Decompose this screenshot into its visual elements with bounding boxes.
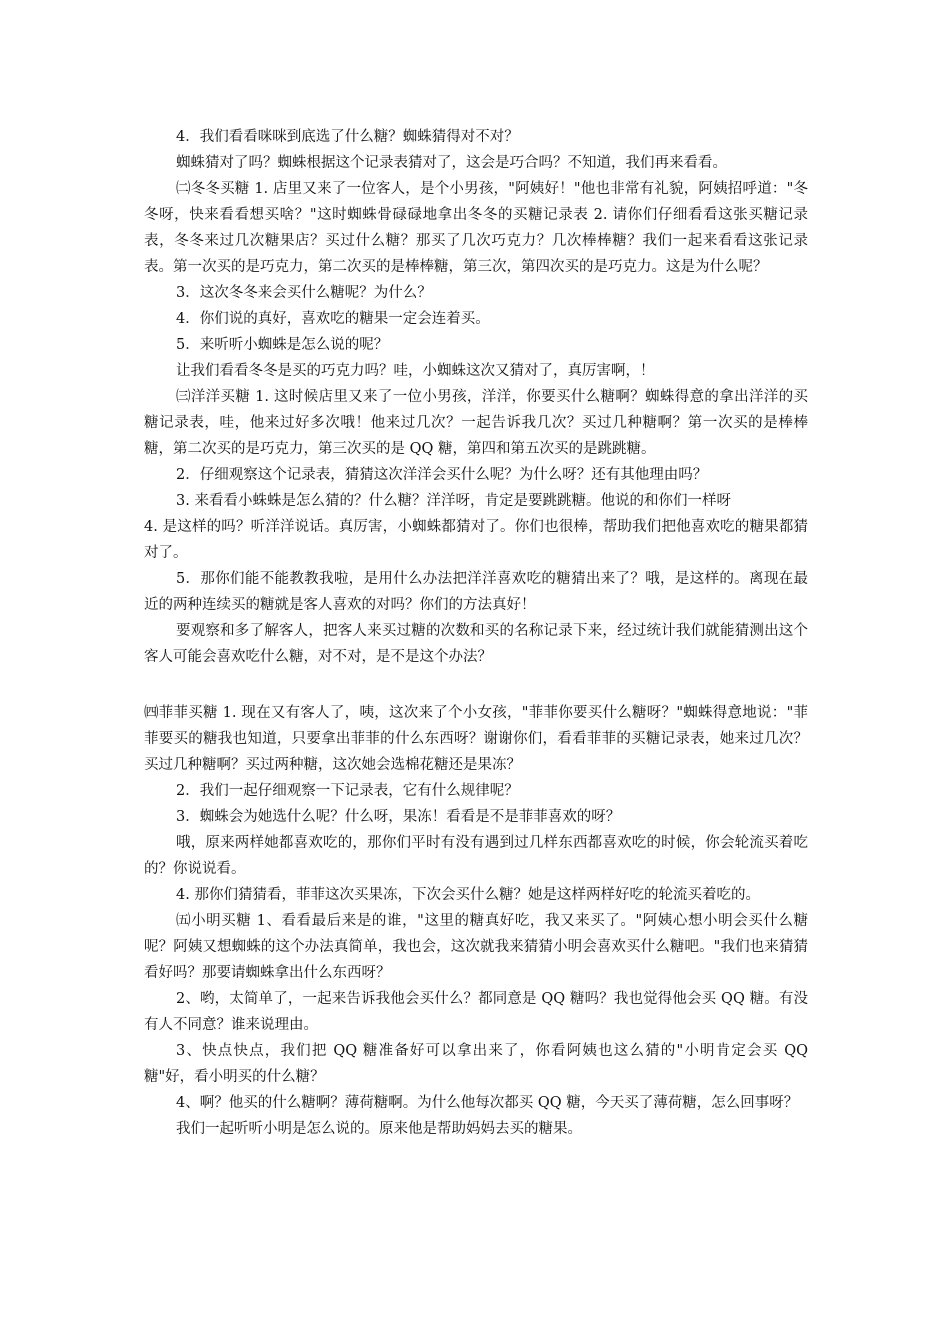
- paragraph: 哦，原来两样她都喜欢吃的，那你们平时有没有遇到过几样东西都喜欢吃的时候，你会轮流买着吃的？你说说看。: [144, 835, 808, 877]
- paragraph: 3．这次冬冬来会买什么糖呢？为什么？: [176, 285, 432, 301]
- paragraph: 3．蜘蛛会为她选什么呢？什么呀，果冻！看看是不是菲菲喜欢的呀？: [176, 809, 621, 825]
- paragraph: 4. 那你们猜猜看，菲菲这次买果冻，下次会买什么糖？她是这样两样好吃的轮流买着吃的。: [176, 887, 760, 903]
- paragraph: 要观察和多了解客人，把客人来买过糖的次数和买的名称记录下来，经过统计我们就能猜测出这个客人可能会喜欢吃什么糖，对不对，是不是这个办法？: [144, 623, 808, 665]
- paragraph: 2．仔细观察这个记录表，猜猜这次洋洋会买什么呢？为什么呀？还有其他理由吗？: [176, 467, 708, 483]
- paragraph: 4、啊？他买的什么糖啊？薄荷糖啊。为什么他每次都买 QQ 糖，今天买了薄荷糖，怎么回事呀？: [176, 1095, 799, 1111]
- paragraph: 3. 来看看小蛛蛛是怎么猜的？什么糖？洋洋呀，肯定是要跳跳糖。他说的和你们一样呀: [176, 493, 731, 509]
- paragraph: ㈢洋洋买糖 1. 这时候店里又来了一位小男孩，洋洋，你要买什么糖啊？蜘蛛得意的拿出洋洋的买糖记录表，哇，他来过好多次哦！他来过几次？一起告诉我几次？买过几种糖啊？第一次买的是棒棒糖，第二次买的是巧克力，第三次买的是 QQ 糖，第四和第五次买的是跳跳糖。: [144, 389, 808, 457]
- paragraph: 5．来听听小蜘蛛是怎么说的呢？: [176, 337, 389, 353]
- paragraph: 蜘蛛猜对了吗？蜘蛛根据这个记录表猜对了，这会是巧合吗？不知道，我们再来看看。: [176, 155, 727, 171]
- paragraph: ㈣菲菲买糖 1. 现在又有客人了，咦，这次来了个小女孩，"菲菲你要买什么糖呀？"蜘蛛得意地说："菲菲要买的糖我也知道，只要拿出菲菲的什么东西呀？谢谢你们，看看菲菲的买糖记录表，她来过几次？买过几种糖啊？买过两种糖，这次她会选棉花糖还是果冻？: [144, 705, 808, 773]
- paragraph: 4. 是这样的吗？听洋洋说话。真厉害，小蜘蛛都猜对了。你们也很棒，帮助我们把他喜欢吃的糖果都猜对了。: [144, 519, 808, 561]
- paragraph: 让我们看看冬冬是买的巧克力吗？哇，小蜘蛛这次又猜对了，真厉害啊，！: [176, 363, 655, 379]
- paragraph: 我们一起听听小明是怎么说的。原来他是帮助妈妈去买的糖果。: [176, 1121, 582, 1137]
- paragraph: 5．那你们能不能教教我啦，是用什么办法把洋洋喜欢吃的糖猜出来了？哦，是这样的。离现在最近的两种连续买的糖就是客人喜欢的对吗？你们的方法真好！: [144, 571, 808, 613]
- paragraph: 2．我们一起仔细观察一下记录表，它有什么规律呢？: [176, 783, 519, 799]
- paragraph: ㈡冬冬买糖 1. 店里又来了一位客人，是个小男孩，"阿姨好！"他也非常有礼貌，阿姨招呼道："冬冬呀，快来看看想买啥？"这时蜘蛛骨碌碌地拿出冬冬的买糖记录表 2. 请你们仔细看看这张买糖记录表，冬冬来过几次糖果店？买过什么糖？那买了几次巧克力？几次棒棒糖？我们一起来看看这张记录表。第一次买的是巧克力，第二次买的是棒棒糖，第三次，第四次买的是巧克力。这是为什么呢？: [144, 181, 808, 275]
- paragraph: 2、哟，太简单了，一起来告诉我他会买什么？都同意是 QQ 糖吗？我也觉得他会买 QQ 糖。有没有人不同意？谁来说理由。: [144, 991, 808, 1033]
- section-gap: [144, 670, 808, 700]
- paragraph: ㈤小明买糖 1、看看最后来是的谁，"这里的糖真好吃，我又来买了。"阿姨心想小明会买什么糖呢？阿姨又想蜘蛛的这个办法真简单，我也会，这次就我来猜猜小明会喜欢买什么糖吧。"我们也来猜猜看好吗？那要请蜘蛛拿出什么东西呀？: [144, 913, 808, 981]
- paragraph: 3、快点快点，我们把 QQ 糖准备好可以拿出来了，你看阿姨也这么猜的"小明肯定会买 QQ 糖"好，看小明买的什么糖？: [144, 1043, 808, 1085]
- paragraph: 4．我们看看咪咪到底选了什么糖？蜘蛛猜得对不对？: [176, 129, 519, 145]
- paragraph: 4．你们说的真好，喜欢吃的糖果一定会连着买。: [176, 311, 490, 327]
- document-body: [144, 124, 808, 1142]
